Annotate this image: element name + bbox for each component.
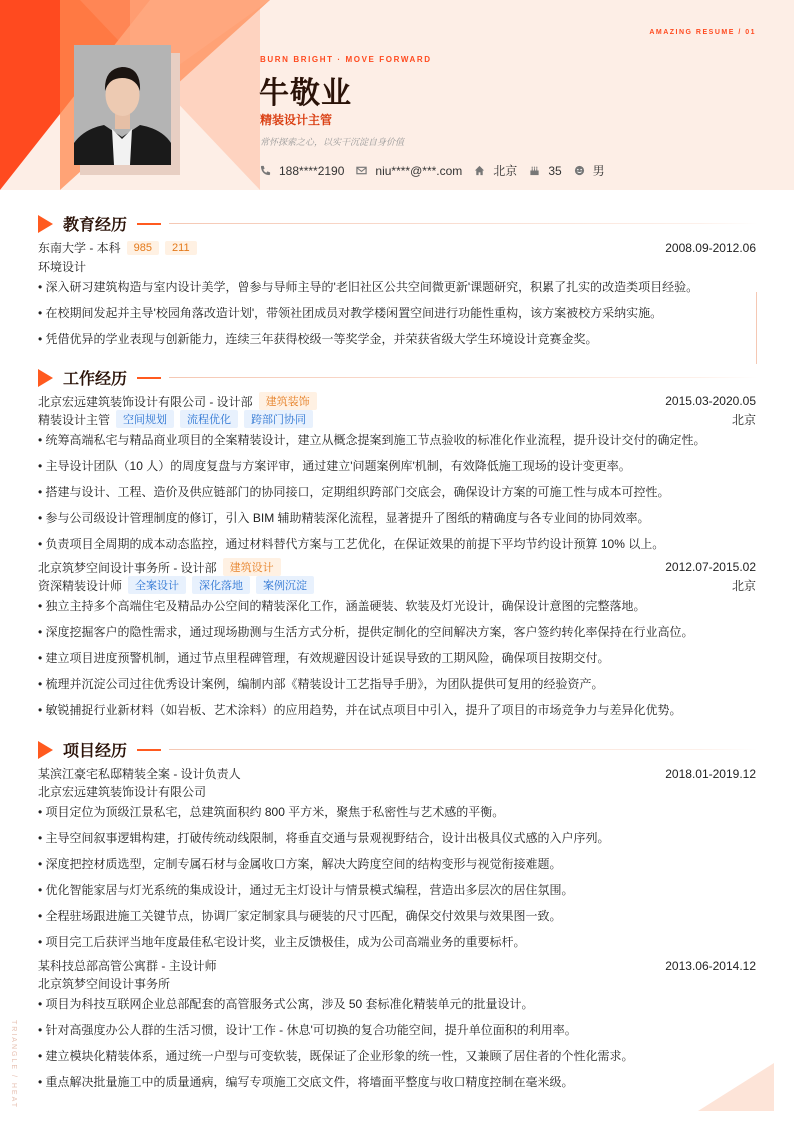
section-triangle-icon [38, 369, 53, 387]
section-title-text: 工作经历 [63, 371, 128, 388]
project-name: 某滨江豪宅私邸精装全案 - 设计负责人 [38, 767, 241, 781]
gender-text: 男 [592, 164, 605, 178]
education-tag: 211 [165, 241, 197, 255]
work-bullet: • 统筹高端私宅与精品商业项目的全案精装设计，建立从概念提案到施工节点验收的标准化作业流程，提升设计交付的确定性。 [38, 433, 706, 447]
contact-email [356, 162, 462, 179]
work-bullet: • 参与公司级设计管理制度的修订，引入 BIM 辅助精装深化流程，显著提升了图纸的精确度与各专业间的协同效率。 [38, 511, 650, 525]
work-position: 精装设计主管 [38, 412, 111, 427]
cake-icon [529, 165, 540, 176]
skill-tag: 全案设计 [128, 576, 186, 594]
avatar [74, 45, 171, 165]
skill-tag: 深化落地 [192, 576, 250, 594]
home-icon [474, 165, 485, 176]
contact-gender [574, 162, 605, 179]
education-bullet: • 凭借优异的学业表现与创新能力，连续三年获得校级一等奖学金，并荣获省级大学生环境设计竞赛金奖。 [38, 332, 598, 346]
education-date: 2008.09-2012.06 [665, 240, 756, 255]
section-triangle-icon [38, 215, 53, 233]
work-bullet: • 建立项目进度预警机制，通过节点里程碑管理，有效规避因设计延误导致的工期风险，确保项目按期交付。 [38, 651, 610, 665]
project-date: 2013.06-2014.12 [665, 958, 756, 973]
work-position: 资深精装设计师 [38, 578, 123, 593]
project-name: 某科技总部高管公寓群 - 主设计师 [38, 959, 217, 973]
section-title-text: 教育经历 [63, 217, 128, 234]
contact-city [474, 162, 517, 179]
school-name: 东南大学 - 本科 [38, 241, 121, 255]
section-title-text: 项目经历 [63, 743, 128, 760]
project-bullet: • 主导空间叙事逻辑构建，打破传统动线限制，将垂直交通与景观视野结合，设计出极具仪式感的入户序列。 [38, 831, 610, 845]
education-bullet: • 深入研习建筑构造与室内设计美学，曾参与导师主导的'老旧社区公共空间微更新'课题研究，积累了扎实的改造类项目经验。 [38, 280, 699, 294]
work-header [38, 558, 756, 576]
project-org: 北京筑梦空间设计事务所 [38, 977, 171, 991]
section-dash [137, 749, 161, 751]
work-city: 北京 [731, 412, 756, 427]
project-bullet: • 优化智能家居与灯光系统的集成设计，通过无主灯设计与情景模式编程，营造出多层次的居住氛围。 [38, 883, 574, 897]
skill-tag: 流程优化 [180, 410, 238, 428]
project-bullet: • 项目定位为顶级江景私宅，总建筑面积约 800 平方米，聚焦于私密性与艺术感的平衡。 [38, 805, 505, 819]
motto: 常怀探索之心，以实干沉淀自身价值 [260, 137, 405, 147]
email-text: niu****@***.com [375, 163, 463, 178]
resume-label: AMAZING RESUME / 01 [649, 29, 756, 36]
work-city: 北京 [731, 578, 756, 593]
mail-icon [356, 165, 367, 176]
section-title-education [38, 212, 758, 235]
skill-tag: 跨部门协同 [244, 410, 313, 428]
section-divider [169, 749, 758, 750]
job-title: 精装设计主管 [260, 113, 333, 127]
section-divider [169, 377, 758, 378]
phone-icon [260, 165, 271, 176]
industry-tag: 建筑设计 [223, 558, 281, 576]
project-bullet: • 建立模块化精装体系，通过统一户型与可变软装，既保证了企业形象的统一性，又兼顾了居住者的个性化需求。 [38, 1049, 634, 1063]
slogan: BURN BRIGHT · MOVE FORWARD [260, 55, 432, 64]
age-text: 35 [548, 163, 562, 178]
project-header [38, 765, 756, 782]
side-decoration-text: TRIANGLE / HEAT [10, 1020, 17, 1109]
work-bullet: • 搭建与设计、工程、造价及供应链部门的协同接口，定期组织跨部门交底会，确保设计方案的可施工性与成本可控性。 [38, 485, 670, 499]
work-bullet: • 主导设计团队（10 人）的周度复盘与方案评审，通过建立'问题案例库'机制，有效降低施工现场的设计变更率。 [38, 459, 631, 473]
project-bullet: • 重点解决批量施工中的质量通病，编写专项施工交底文件，将墙面平整度与收口精度控制在毫米级。 [38, 1075, 574, 1089]
industry-tag: 建筑装饰 [259, 392, 317, 410]
education-bullet: • 在校期间发起并主导'校园角落改造计划'，带领社团成员对教学楼闲置空间进行功能性重构，该方案被校方采纳实施。 [38, 306, 663, 320]
project-date: 2018.01-2019.12 [665, 766, 756, 781]
project-bullet: • 全程驻场跟进施工关键节点，协调厂家定制家具与硬装的尺寸匹配，确保交付效果与效果图一致。 [38, 909, 562, 923]
project-bullet: • 项目为科技互联网企业总部配套的高管服务式公寓，涉及 50 套标准化精装单元的批量设计。 [38, 997, 534, 1011]
project-header [38, 957, 756, 974]
education-major: 环境设计 [38, 260, 87, 274]
candidate-name: 牛敬业 [259, 77, 352, 110]
decorative-vertical-line [756, 292, 757, 364]
phone-text: 188****2190 [279, 163, 345, 178]
project-bullet: • 针对高强度办公人群的生活习惯，设计'工作 - 休息'可切换的复合功能空间，提升单位面积的利用率。 [38, 1023, 577, 1037]
section-triangle-icon [38, 741, 53, 759]
skill-tag: 案例沉淀 [256, 576, 314, 594]
project-bullet: • 深度把控材质选型，定制专属石材与金属收口方案，解决大跨度空间的结构变形与视觉衔接难题。 [38, 857, 562, 871]
work-date: 2015.03-2020.05 [665, 394, 756, 408]
work-header [38, 392, 756, 410]
section-dash [137, 377, 161, 379]
contact-phone [260, 162, 344, 179]
section-divider [169, 223, 758, 224]
section-dash [137, 223, 161, 225]
education-header [38, 239, 756, 256]
section-title-project [38, 738, 758, 761]
work-bullet: • 独立主持多个高端住宅及精品办公空间的精装深化工作，涵盖硬装、软装及灯光设计，确保设计意图的完整落地。 [38, 599, 646, 613]
project-org: 北京宏远建筑装饰设计有限公司 [38, 785, 207, 799]
work-bullet: • 深度挖掘客户的隐性需求，通过现场勘测与生活方式分析，提供定制化的空间解决方案，客户签约转化率保持在行业高位。 [38, 625, 694, 639]
work-bullet: • 梳理并沉淀公司过往优秀设计案例，编制内部《精装设计工艺指导手册》，为团队提供可复用的经验资产。 [38, 677, 604, 691]
work-company: 北京宏远建筑装饰设计有限公司 - 设计部 [38, 394, 253, 409]
section-title-work [38, 366, 758, 389]
contact-info [260, 162, 617, 179]
city-text: 北京 [493, 164, 518, 178]
work-position-row [38, 576, 756, 594]
corner-triangle-decoration [698, 1063, 774, 1111]
smile-icon [574, 165, 585, 176]
education-tag: 985 [127, 241, 159, 255]
skill-tag: 空间规划 [116, 410, 174, 428]
work-bullet: • 敏锐捕捉行业新材料（如岩板、艺术涂料）的应用趋势，并在试点项目中引入，提升了项目的市场竞争力与差异化优势。 [38, 703, 682, 717]
work-date: 2012.07-2015.02 [665, 560, 756, 574]
contact-age [529, 162, 561, 179]
project-bullet: • 项目完工后获评当地年度最佳私宅设计奖，业主反馈极佳，成为公司高端业务的重要标杆。 [38, 935, 526, 949]
work-company: 北京筑梦空间设计事务所 - 设计部 [38, 560, 217, 575]
work-position-row [38, 410, 756, 428]
work-bullet: • 负责项目全周期的成本动态监控，通过材料替代方案与工艺优化，在保证效果的前提下平均节约设计预算 10% 以上。 [38, 537, 665, 551]
